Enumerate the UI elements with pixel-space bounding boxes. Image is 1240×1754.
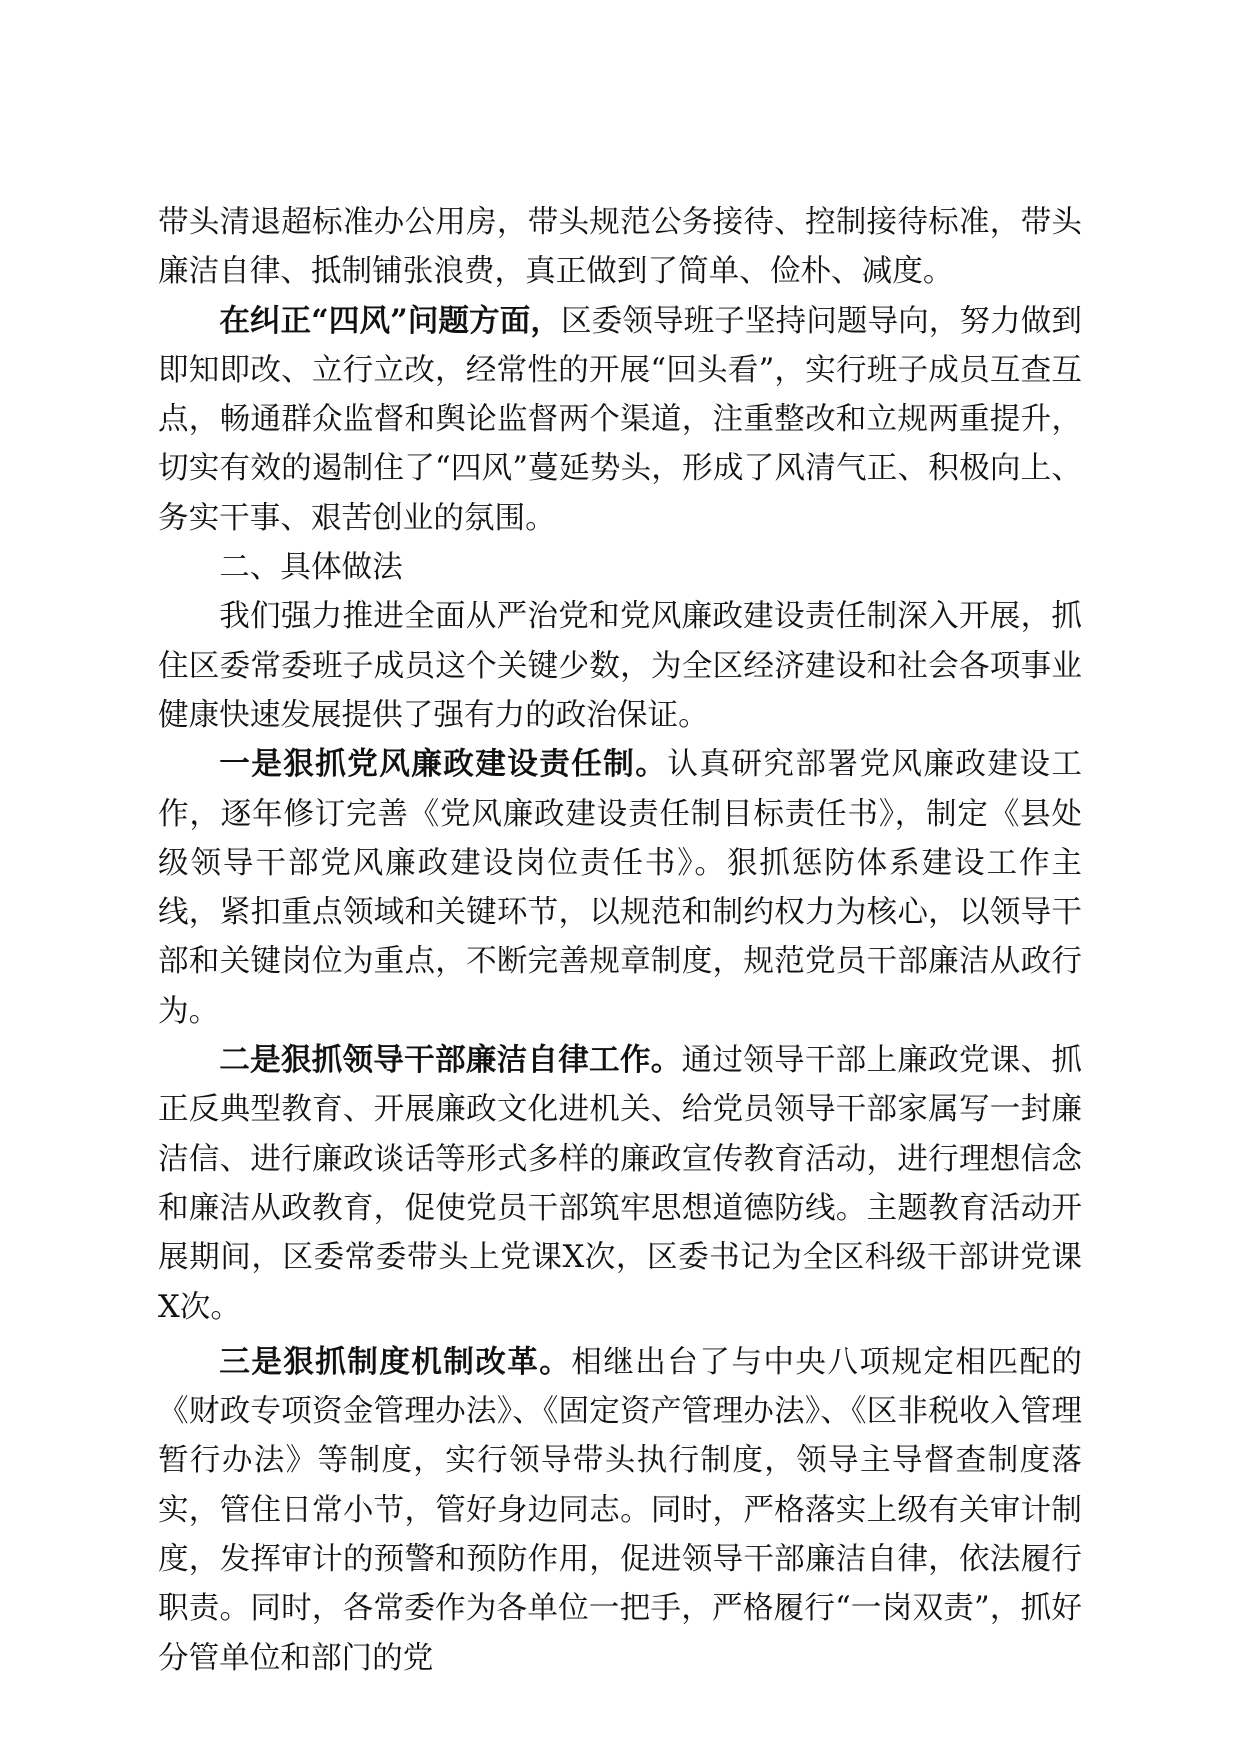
paragraph-2-bold-lead: 在纠正“四风”问题方面， bbox=[219, 302, 561, 339]
document-body bbox=[158, 198, 1082, 1683]
paragraph-6-text: 相继出台了与中央八项规定相匹配的《财政专项资金管理办法》、《固定资产管理办法》、《区非税收入管理暂行办法》等制度，实行领导带头执行制度，领导主导督查制度落实，管住日常小节，管好身边同志。同时，严格落实上级有关审计制度，发挥审计的预警和预防作用，促进领导干部廉洁自律，依法履行职责。同时，各常委作为各单位一把手，严格履行“一岗双责”，抓好分管单位和部门的党 bbox=[158, 1344, 1082, 1676]
paragraph-5-bold-lead: 二是狠抓领导干部廉洁自律工作。 bbox=[219, 1042, 682, 1079]
paragraph-4-bold-lead: 一是狠抓党风廉政建设责任制。 bbox=[219, 746, 668, 783]
paragraph-5-text: 通过领导干部上廉政党课、抓正反典型教育、开展廉政文化进机关、给党员领导干部家属写一封廉洁信、进行廉政谈话等形式多样的廉政宣传教育活动，进行理想信念和廉洁从政教育，促使党员干部筑牢思想道德防线。主题教育活动开展期间，区委常委带头上党课X次，区委书记为全区科级干部讲党课X次。 bbox=[158, 1043, 1082, 1325]
paragraph-5 bbox=[158, 1036, 1082, 1332]
paragraph-6 bbox=[158, 1338, 1082, 1683]
section-heading-text: 二、具体做法 bbox=[219, 550, 403, 586]
section-heading bbox=[158, 543, 1082, 592]
paragraph-2-text: 区委领导班子坚持问题导向，努力做到即知即改、立行立改，经常性的开展“回头看”，实行班子成员互查互点，畅通群众监督和舆论监督两个渠道，注重整改和立规两重提升，切实有效的遏制住了“四风”蔓延势头，形成了风清气正、积极向上、务实干事、艰苦创业的氛围。 bbox=[158, 303, 1082, 536]
paragraph-1-text: 带头清退超标准办公用房，带头规范公务接待、控制接待标准，带头廉洁自律、抵制铺张浪费，真正做到了简单、俭朴、减度。 bbox=[158, 205, 1082, 290]
paragraph-2 bbox=[158, 297, 1082, 543]
paragraph-4-text: 认真研究部署党风廉政建设工作，逐年修订完善《党风廉政建设责任制目标责任书》，制定《县处级领导干部党风廉政建设岗位责任书》。狠抓惩防体系建设工作主线，紧扣重点领域和关键环节，以规范和制约权力为核心，以领导干部和关键岗位为重点，不断完善规章制度，规范党员干部廉洁从政行为。 bbox=[158, 747, 1083, 1029]
paragraph-6-bold-lead: 三是狠抓制度机制改革。 bbox=[219, 1343, 572, 1380]
paragraph-3-text: 我们强力推进全面从严治党和党风廉政建设责任制深入开展，抓住区委常委班子成员这个关键少数，为全区经济建设和社会各项事业健康快速发展提供了强有力的政治保证。 bbox=[158, 599, 1082, 733]
paragraph-3 bbox=[158, 592, 1082, 740]
paragraph-1 bbox=[158, 198, 1082, 297]
paragraph-4 bbox=[158, 740, 1082, 1036]
